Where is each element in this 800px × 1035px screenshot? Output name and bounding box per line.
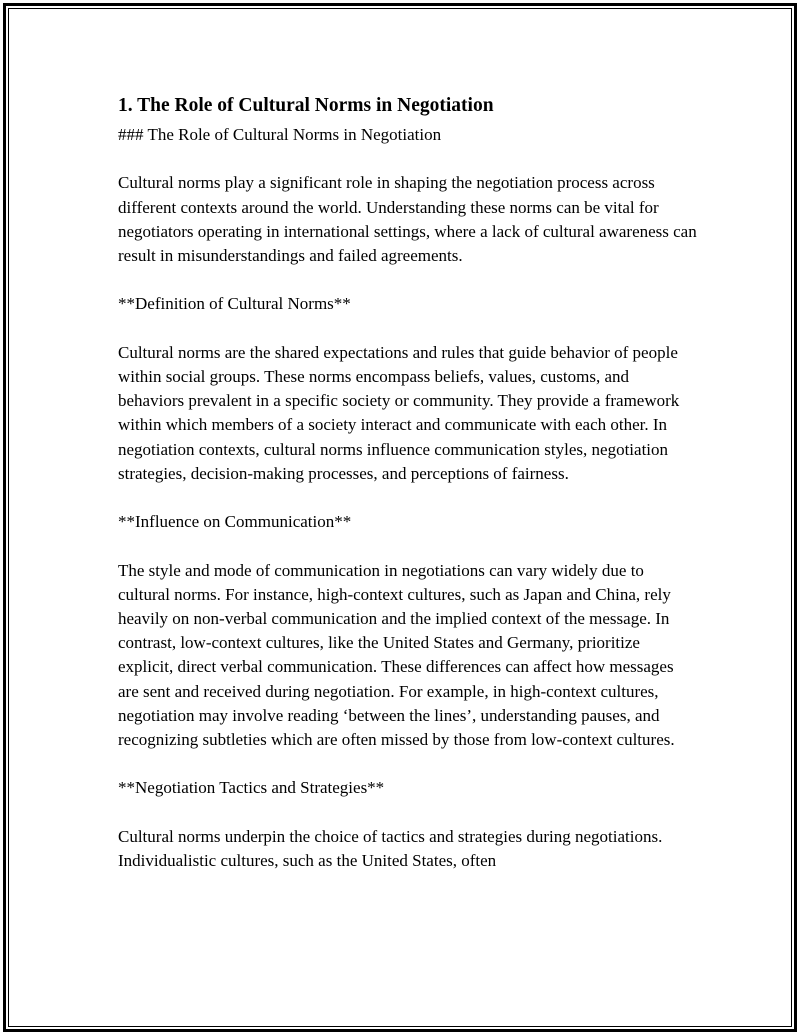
tactics-paragraph: Cultural norms underpin the choice of tactics and strategies during negotiations. Individualistic cultures, such as the United States, often [118, 826, 663, 870]
section-heading: 1. The Role of Cultural Norms in Negotiation [118, 95, 494, 116]
intro-paragraph: Cultural norms play a significant role in shaping the negotiation process across different contexts around the world. Understanding these norms can be vital for negotiators operating in international settings, where a lack of cultural awareness can result in misunderstandings and failed agreements. [118, 173, 697, 265]
document-body [118, 92, 698, 897]
communication-subheading: **Influence on Communication** [118, 512, 352, 532]
definition-paragraph: Cultural norms are the shared expectations and rules that guide behavior of people within social groups. These norms encompass beliefs, values, customs, and behaviors prevalent in a specific society or community. They provide a framework within which members of a society interact and communicate with each other. In negotiation contexts, cultural norms influence communication styles, negotiation strategies, decision-making processes, and perceptions of fairness. [118, 342, 680, 483]
communication-paragraph: The style and mode of communication in negotiations can vary widely due to cultural norms. For instance, high-context cultures, such as Japan and China, rely heavily on non-verbal communication and the implied context of the message. In contrast, low-context cultures, like the United States and Germany, prioritize explicit, direct verbal communication. These differences can affect how messages are sent and received during negotiation. For example, in high-context cultures, negotiation may involve reading ‘between the lines’, understanding pauses, and recognizing subtleties which are often missed by those from low-context cultures. [118, 560, 675, 749]
definition-subheading: **Definition of Cultural Norms** [118, 294, 351, 314]
markdown-subheading-paragraph: ### The Role of Cultural Norms in Negotiation [118, 125, 442, 144]
tactics-subheading: **Negotiation Tactics and Strategies** [118, 778, 385, 798]
